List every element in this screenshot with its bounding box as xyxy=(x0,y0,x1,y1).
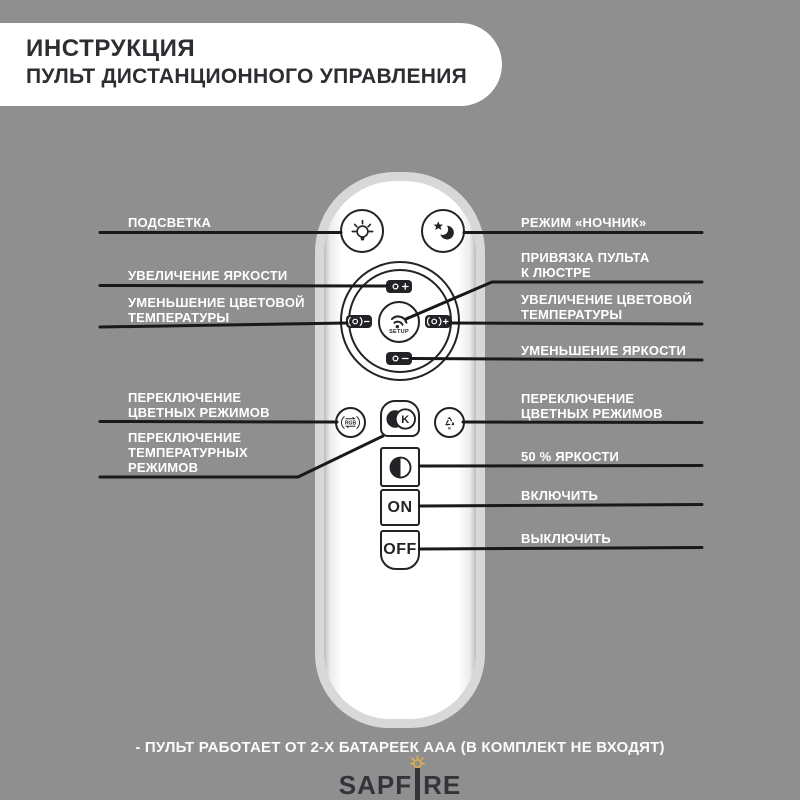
temp-mode-button xyxy=(380,400,420,437)
sapfire-logo xyxy=(0,770,800,800)
header-panel xyxy=(0,23,502,106)
half-brightness-icon xyxy=(388,455,413,480)
svg-text:RGB: RGB xyxy=(344,420,357,427)
brand-suffix: RE xyxy=(423,770,462,800)
rgb-mode-left-button xyxy=(335,407,366,438)
callout-line-rgb-right xyxy=(463,422,702,423)
setup-label: SETUP xyxy=(389,328,409,335)
star-moon-icon xyxy=(430,218,457,245)
callout-label-on: ВКЛЮЧИТЬ xyxy=(521,488,599,503)
on-button xyxy=(380,489,420,526)
color-temp-plus-icon xyxy=(425,315,451,328)
page-subtitle: ПУЛЬТ ДИСТАНЦИОННОГО УПРАВЛЕНИЯ xyxy=(26,65,468,88)
callout-label-half-brightness: 50 % ЯРКОСТИ xyxy=(521,449,620,464)
rgb-mode-right-button xyxy=(434,407,465,438)
color-temp-up-button xyxy=(425,315,451,328)
callout-label-color-temp-up: УВЕЛИЧЕНИЕ ЦВЕТОВОЙ ТЕМПЕРАТУРЫ xyxy=(521,292,693,322)
kelvin-toggle-icon xyxy=(382,403,418,435)
rgb-triangle-icon xyxy=(436,409,463,436)
svg-text:K: K xyxy=(401,413,410,426)
color-temp-minus-icon xyxy=(346,315,372,328)
callout-label-brightness-down: УМЕНЬШЕНИЕ ЯРКОСТИ xyxy=(521,343,687,358)
lamp-cord xyxy=(415,768,420,800)
wifi-setup-icon xyxy=(386,310,412,330)
light-bulb-icon xyxy=(349,218,376,245)
backlight-button xyxy=(340,209,384,253)
callout-line-color-temp-up xyxy=(450,323,702,324)
brightness-down-button xyxy=(386,352,412,365)
callout-label-temp-mode: ПЕРЕКЛЮЧЕНИЕ ТЕМПЕРАТУРНЫХ РЕЖИМОВ xyxy=(128,430,248,475)
brand-cord xyxy=(413,770,422,800)
battery-note: - ПУЛЬТ РАБОТАЕТ ОТ 2-Х БАТАРЕЕК ААА (В КОМПЛЕКТ НЕ ВХОДЯТ) xyxy=(135,739,665,756)
setup-button xyxy=(378,301,420,343)
callout-label-brightness-up: УВЕЛИЧЕНИЕ ЯРКОСТИ xyxy=(128,268,288,283)
off-button xyxy=(380,530,420,570)
brightness-plus-icon xyxy=(386,280,412,293)
off-label: OFF xyxy=(383,541,417,558)
callout-line-rgb-left xyxy=(100,422,337,423)
callout-label-setup: ПРИВЯЗКА ПУЛЬТА К ЛЮСТРЕ xyxy=(521,250,650,280)
callout-label-rgb-left: ПЕРЕКЛЮЧЕНИЕ ЦВЕТНЫХ РЕЖИМОВ xyxy=(128,390,270,420)
callout-label-color-temp-down: УМЕНЬШЕНИЕ ЦВЕТОВОЙ ТЕМПЕРАТУРЫ xyxy=(128,295,305,325)
night-mode-button xyxy=(421,209,465,253)
glowing-bulb-icon xyxy=(408,753,427,772)
brightness-up-button xyxy=(386,280,412,293)
callout-label-backlight: ПОДСВЕТКА xyxy=(128,215,212,230)
svg-text:R: R xyxy=(448,426,451,431)
callout-label-rgb-right: ПЕРЕКЛЮЧЕНИЕ ЦВЕТНЫХ РЕЖИМОВ xyxy=(521,391,663,421)
on-label: ON xyxy=(387,498,413,516)
rgb-cycle-icon xyxy=(337,409,364,436)
page-title: ИНСТРУКЦИЯ xyxy=(26,35,196,62)
brightness-minus-icon xyxy=(386,352,412,365)
callout-label-off: ВЫКЛЮЧИТЬ xyxy=(521,531,611,546)
color-temp-down-button xyxy=(346,315,372,328)
half-brightness-button xyxy=(380,447,420,487)
brand-prefix: SAPF xyxy=(338,770,413,800)
callout-label-night-mode: РЕЖИМ «НОЧНИК» xyxy=(521,215,647,230)
